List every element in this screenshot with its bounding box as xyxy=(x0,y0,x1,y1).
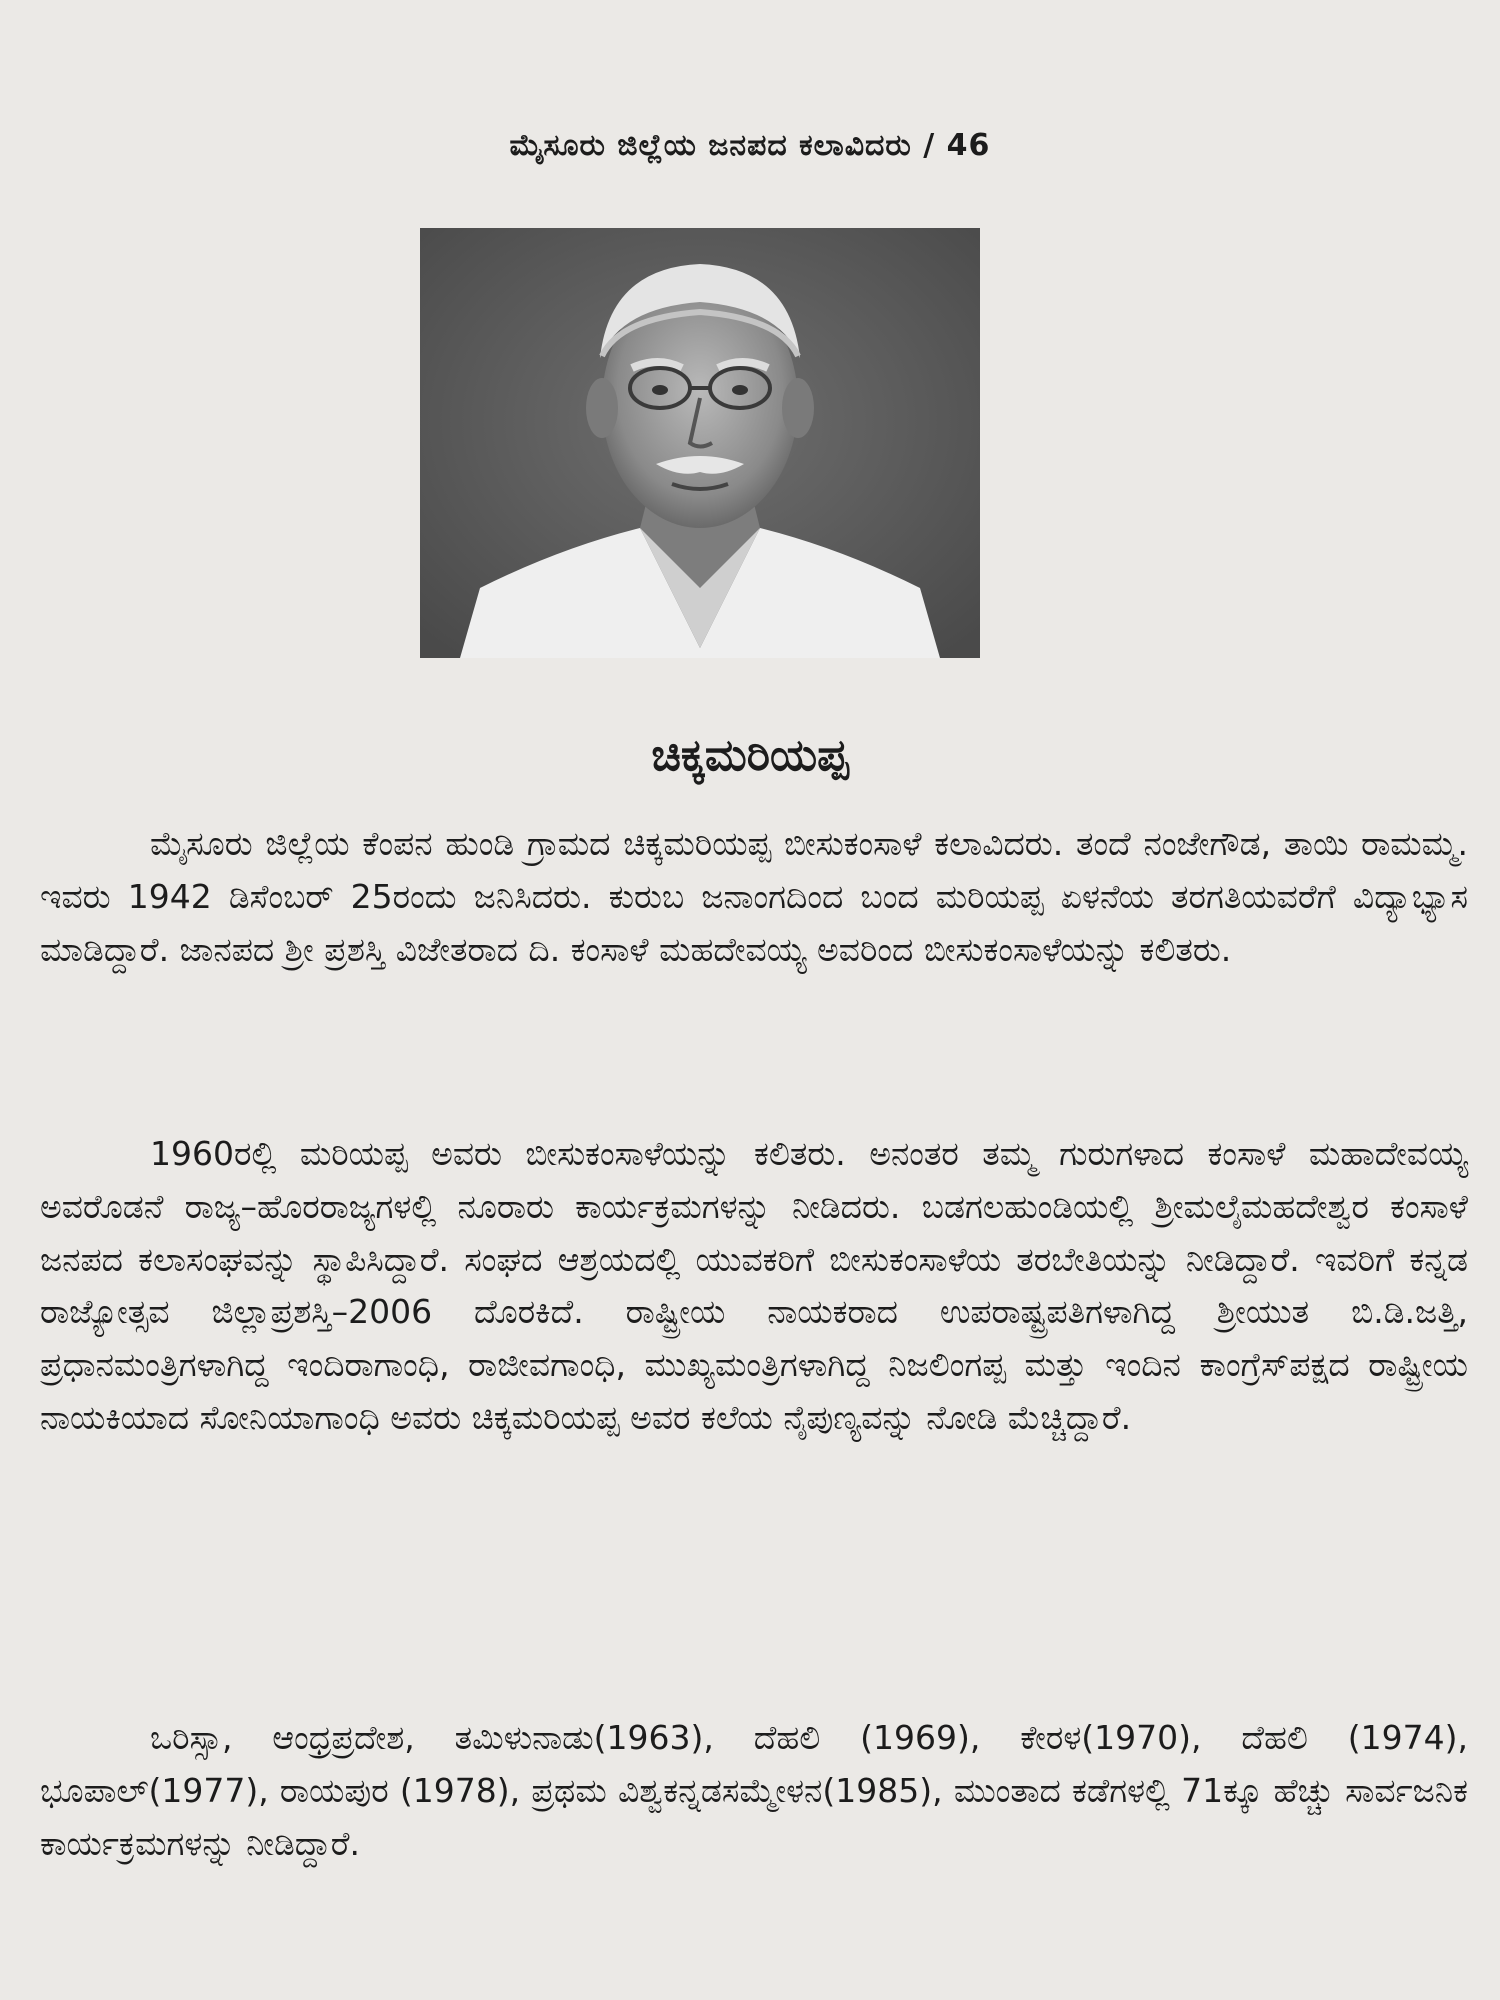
portrait-photo-icon xyxy=(420,228,980,658)
biography-paragraph: ಮೈಸೂರು ಜಿಲ್ಲೆಯ ಕೆಂಪನ ಹುಂಡಿ ಗ್ರಾಮದ ಚಿಕ್ಕಮರಿಯಪ್ಪ ಬೀಸುಕಂಸಾಳೆ ಕಲಾವಿದರು. ತಂದೆ ನಂಜೇಗೌಡ, ತಾಯಿ ರಾಮಮ್ಮ. ಇವರು 1942 ಡಿಸೆಂಬರ್ 25ರಂದು ಜನಿಸಿದರು. ಕುರುಬ ಜನಾಂಗದಿಂದ ಬಂದ ಮರಿಯಪ್ಪ ಏಳನೆಯ ತರಗತಿಯವರೆಗೆ ವಿದ್ಯಾಭ್ಯಾಸ ಮಾಡಿದ್ದಾರೆ. ಜಾನಪದ ಶ್ರೀ ಪ್ರಶಸ್ತಿ ವಿಜೇತರಾದ ದಿ. ಕಂಸಾಳೆ ಮಹದೇವಯ್ಯ ಅವರಿಂದ ಬೀಸುಕಂಸಾಳೆಯನ್ನು ಕಲಿತರು. xyxy=(40,824,1468,969)
artist-name-heading: ಚಿಕ್ಕಮರಿಯಪ್ಪ xyxy=(651,730,849,781)
biography-paragraph: ಒರಿಸ್ಸಾ, ಆಂಧ್ರಪ್ರದೇಶ, ತಮಿಳುನಾಡು(1963), ದೆಹಲಿ (1969), ಕೇರಳ(1970), ದೆಹಲಿ (1974), ಭೂಪಾಲ್(1977), ರಾಯಪುರ (1978), ಪ್ರಥಮ ವಿಶ್ವಕನ್ನಡಸಮ್ಮೇಳನ(1985), ಮುಂತಾದ ಕಡೆಗಳಲ್ಲಿ 71ಕ್ಕೂ ಹೆಚ್ಚು ಸಾರ್ವಜನಿಕ ಕಾರ್ಯಕ್ರಮಗಳನ್ನು ನೀಡಿದ್ದಾರೆ. xyxy=(40,1718,1468,1863)
biography-paragraph: 1960ರಲ್ಲಿ ಮರಿಯಪ್ಪ ಅವರು ಬೀಸುಕಂಸಾಳೆಯನ್ನು ಕಲಿತರು. ಅನಂತರ ತಮ್ಮ ಗುರುಗಳಾದ ಕಂಸಾಳೆ ಮಹಾದೇವಯ್ಯ ಅವರೊಡನೆ ರಾಜ್ಯ–ಹೊರರಾಜ್ಯಗಳಲ್ಲಿ ನೂರಾರು ಕಾರ್ಯಕ್ರಮಗಳನ್ನು ನೀಡಿದರು. ಬಡಗಲಹುಂಡಿಯಲ್ಲಿ ಶ್ರೀಮಲೈಮಹದೇಶ್ವರ ಕಂಸಾಳೆ ಜನಪದ ಕಲಾಸಂಘವನ್ನು ಸ್ಥಾಪಿಸಿದ್ದಾರೆ. ಸಂಘದ ಆಶ್ರಯದಲ್ಲಿ ಯುವಕರಿಗೆ ಬೀಸುಕಂಸಾಳೆಯ ತರಬೇತಿಯನ್ನು ನೀಡಿದ್ದಾರೆ. ಇವರಿಗೆ ಕನ್ನಡ ರಾಜ್ಯೋತ್ಸವ ಜಿಲ್ಲಾಪ್ರಶಸ್ತಿ–2006 ದೊರಕಿದೆ. ರಾಷ್ಟ್ರೀಯ ನಾಯಕರಾದ ಉಪರಾಷ್ಟ್ರಪತಿಗಳಾಗಿದ್ದ ಶ್ರೀಯುತ ಬಿ.ಡಿ.ಜತ್ತಿ, ಪ್ರಧಾನಮಂತ್ರಿಗಳಾಗಿದ್ದ ಇಂದಿರಾಗಾಂಧಿ, ರಾಜೀವಗಾಂಧಿ, ಮುಖ್ಯಮಂತ್ರಿಗಳಾಗಿದ್ದ ನಿಜಲಿಂಗಪ್ಪ ಮತ್ತು ಇಂದಿನ ಕಾಂಗ್ರೆಸ್‌ಪಕ್ಷದ ರಾಷ್ಟ್ರೀಯ ನಾಯಕಿಯಾದ ಸೋನಿಯಾಗಾಂಧಿ ಅವರು ಚಿಕ್ಕಮರಿಯಪ್ಪ ಅವರ ಕಲೆಯ ನೈಪುಣ್ಯವನ್ನು ನೋಡಿ ಮೆಚ್ಚಿದ್ದಾರೆ. xyxy=(40,1134,1468,1437)
portrait-photo xyxy=(420,228,980,658)
running-header: ಮೈಸೂರು ಜಿಲ್ಲೆಯ ಜನಪದ ಕಲಾವಿದರು / 46 xyxy=(509,128,991,163)
